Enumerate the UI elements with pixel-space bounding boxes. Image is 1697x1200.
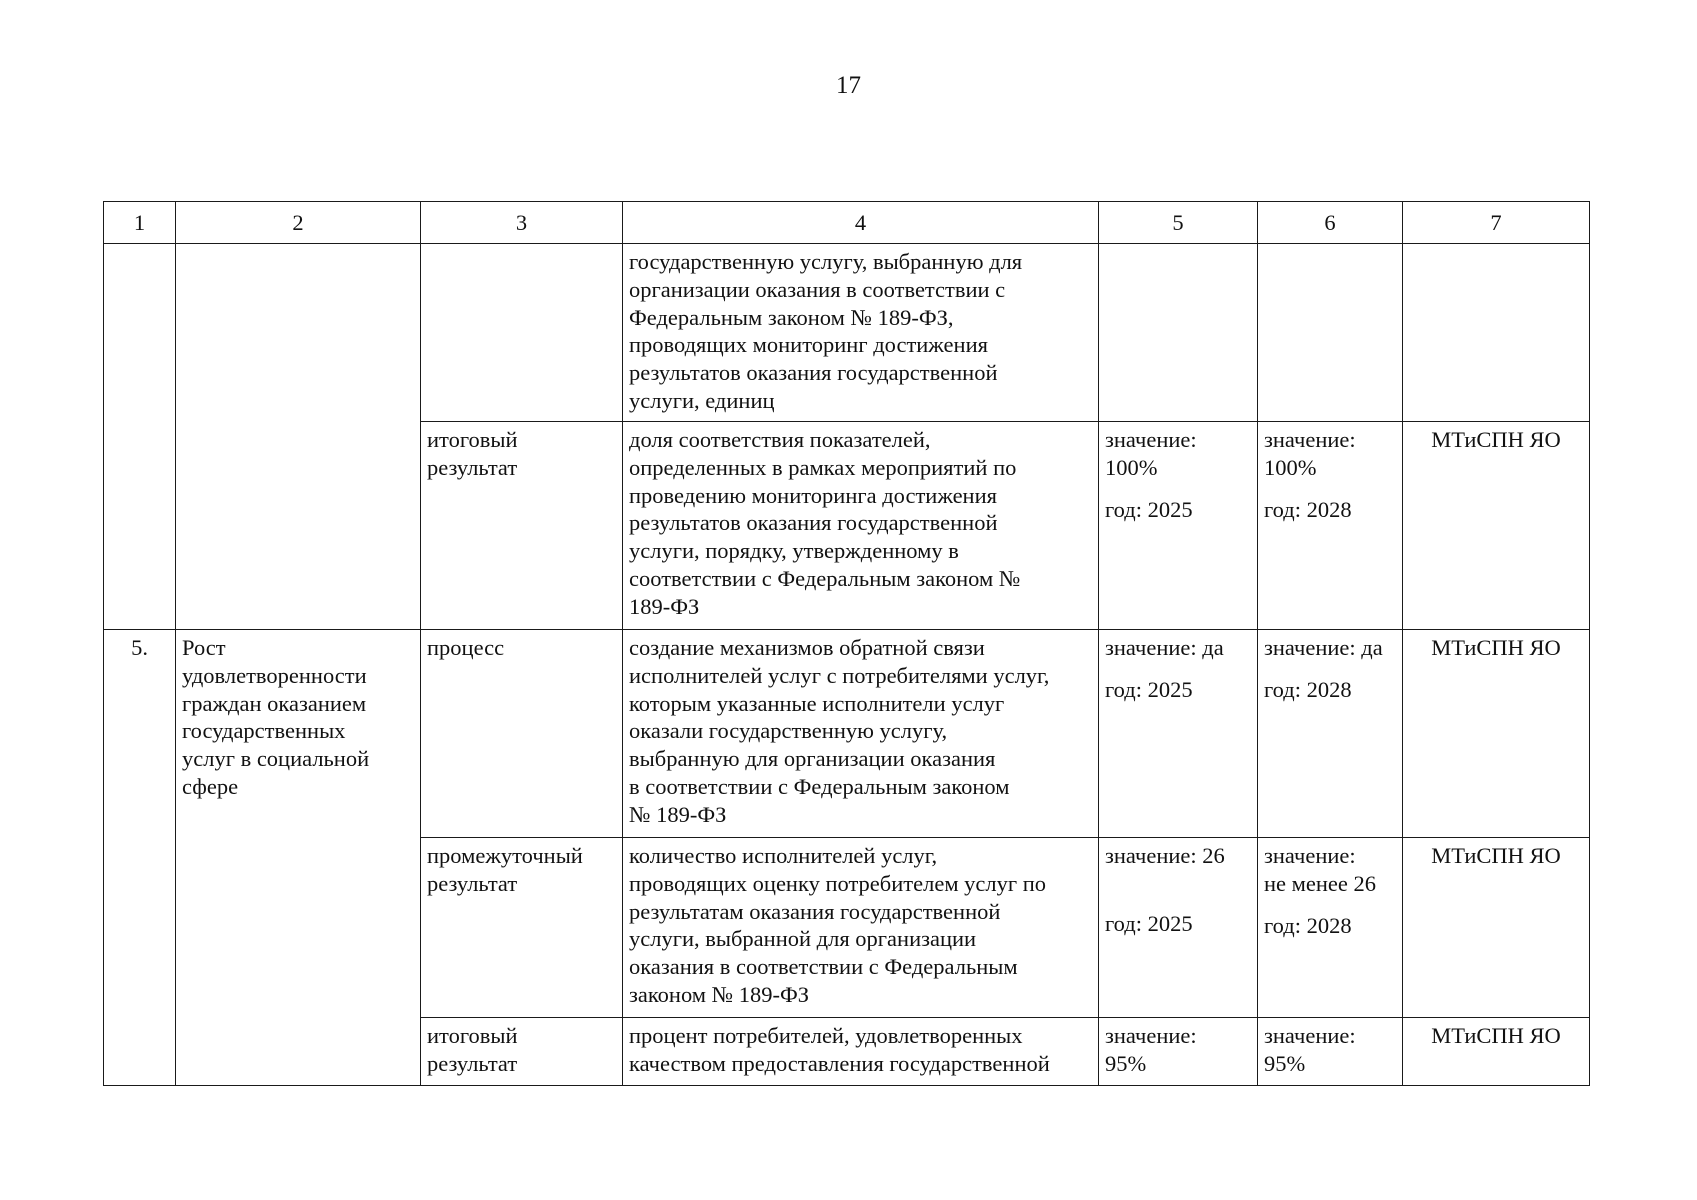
- header-cell-6: 6: [1258, 202, 1403, 244]
- cell-indicator: количество исполнителей услуг, проводящих оценку потребителем услуг по результатам оказания государственной услуги, выбранной для организации оказания в соответствии с Федеральным законом № 189-ФЗ: [623, 838, 1099, 1018]
- header-cell-4: 4: [623, 202, 1099, 244]
- header-cell-1: 1: [104, 202, 176, 244]
- cell-responsible: МТиСПН ЯО: [1403, 422, 1590, 630]
- cell-target-value: значение: да год: 2028: [1258, 630, 1403, 838]
- cell-indicator: государственную услугу, выбранную для организации оказания в соответствии с Федеральным законом № 189-ФЗ, проводящих мониторинг достижения результатов оказания государственной услуги, единиц: [623, 244, 1099, 422]
- cell-number: [104, 244, 176, 630]
- header-cell-5: 5: [1099, 202, 1258, 244]
- cell-indicator: процент потребителей, удовлетворенных качеством предоставления государственной: [623, 1018, 1099, 1086]
- cell-type: итоговый результат: [421, 422, 623, 630]
- cell-base-value: значение: да год: 2025: [1099, 630, 1258, 838]
- cell-number: 5.: [104, 630, 176, 1086]
- table-row: [104, 244, 1590, 422]
- cell-target-value: [1258, 244, 1403, 422]
- indicators-table: [103, 201, 1590, 1086]
- cell-base-value: значение: 26 год: 2025: [1099, 838, 1258, 1018]
- cell-indicator: создание механизмов обратной связи исполнителей услуг с потребителями услуг, которым указанные исполнители услуг оказали государственную услугу, выбранную для организации оказания в соответствии с Федеральным законом № 189-ФЗ: [623, 630, 1099, 838]
- page-number: 17: [836, 72, 861, 99]
- cell-type: итоговый результат: [421, 1018, 623, 1086]
- cell-target-value: значение: 100% год: 2028: [1258, 422, 1403, 630]
- cell-base-value: значение: 100% год: 2025: [1099, 422, 1258, 630]
- header-cell-2: 2: [176, 202, 421, 244]
- cell-type: [421, 244, 623, 422]
- cell-target-value: значение: не менее 26 год: 2028: [1258, 838, 1403, 1018]
- header-cell-7: 7: [1403, 202, 1590, 244]
- cell-responsible: МТиСПН ЯО: [1403, 838, 1590, 1018]
- table-row: [104, 630, 1590, 838]
- cell-type: промежуточный результат: [421, 838, 623, 1018]
- cell-type: процесс: [421, 630, 623, 838]
- cell-responsible: МТиСПН ЯО: [1403, 630, 1590, 838]
- cell-indicator: доля соответствия показателей, определенных в рамках мероприятий по проведению мониторинга достижения результатов оказания государственной услуги, порядку, утвержденному в соответствии с Федеральным законом № 189-ФЗ: [623, 422, 1099, 630]
- cell-target-value: значение: 95%: [1258, 1018, 1403, 1086]
- cell-responsible: МТиСПН ЯО: [1403, 1018, 1590, 1086]
- cell-goal: [176, 244, 421, 630]
- cell-base-value: [1099, 244, 1258, 422]
- cell-base-value: значение: 95%: [1099, 1018, 1258, 1086]
- cell-responsible: [1403, 244, 1590, 422]
- cell-goal: Рост удовлетворенности граждан оказанием государственных услуг в социальной сфере: [176, 630, 421, 1086]
- header-cell-3: 3: [421, 202, 623, 244]
- table-header-row: [104, 202, 1590, 244]
